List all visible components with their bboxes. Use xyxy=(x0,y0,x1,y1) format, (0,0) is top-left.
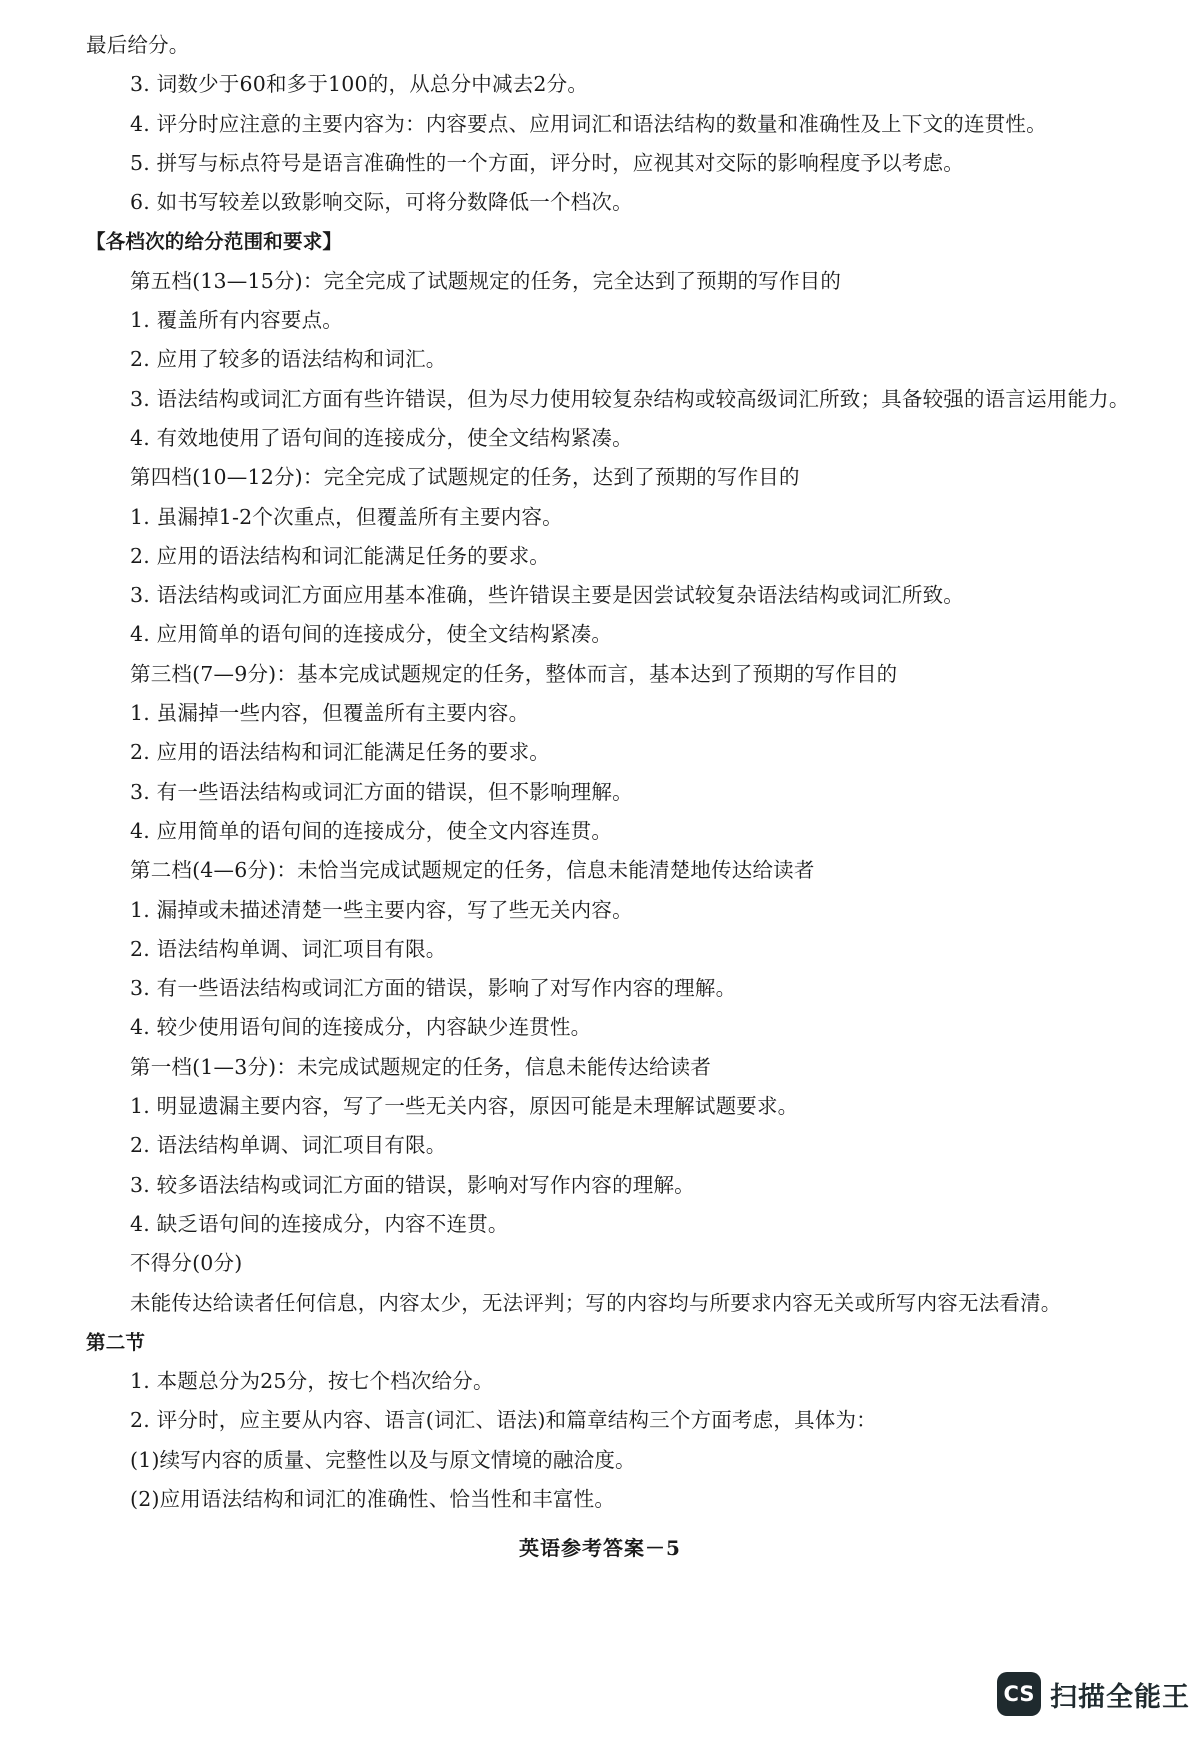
text-line: 最后给分。 xyxy=(86,33,190,57)
text-line: 未能传达给读者任何信息，内容太少，无法评判；写的内容均与所要求内容无关或所写内容无法看清。 xyxy=(130,1290,1062,1315)
text-line: 2. 应用的语法结构和词汇能满足任务的要求。 xyxy=(130,543,550,568)
text-line: 3. 较多语法结构或词汇方面的错误，影响对写作内容的理解。 xyxy=(130,1172,695,1197)
text-line: 4. 评分时应注意的主要内容为：内容要点、应用词汇和语法结构的数量和准确性及上下文的连贯性。 xyxy=(130,111,1047,136)
text-line: 3. 词数少于60和多于100的，从总分中减去2分。 xyxy=(130,72,589,97)
text-line: 6. 如书写较差以致影响交际，可将分数降低一个档次。 xyxy=(130,190,633,215)
document-body xyxy=(0,26,1200,1519)
text-line: 4. 应用简单的语句间的连接成分，使全文内容连贯。 xyxy=(130,818,613,843)
text-line: 1. 明显遗漏主要内容，写了一些无关内容，原因可能是未理解试题要求。 xyxy=(130,1094,799,1119)
text-line: 3. 有一些语法结构或词汇方面的错误，影响了对写作内容的理解。 xyxy=(130,976,737,1001)
text-line: 4. 应用简单的语句间的连接成分，使全文结构紧凑。 xyxy=(130,622,613,647)
text-line: 3. 语法结构或词汇方面应用基本准确，些许错误主要是因尝试较复杂语法结构或词汇所致。 xyxy=(130,583,964,608)
text-line: 3. 语法结构或词汇方面有些许错误，但为尽力使用较复杂结构或较高级词汇所致；具备较强的语言运用能力。 xyxy=(130,386,1130,411)
text-line: (2)应用语法结构和词汇的准确性、恰当性和丰富性。 xyxy=(130,1486,616,1511)
page-footer: 英语参考答案－5 xyxy=(519,1536,681,1560)
text-line: 第一档(1—3分)：未完成试题规定的任务，信息未能传达给读者 xyxy=(130,1054,712,1079)
text-line: 2. 语法结构单调、词汇项目有限。 xyxy=(130,936,447,961)
text-line: 4. 较少使用语句间的连接成分，内容缺少连贯性。 xyxy=(130,1015,592,1040)
section-heading: 【各档次的给分范围和要求】 xyxy=(86,230,343,254)
text-line: 3. 有一些语法结构或词汇方面的错误，但不影响理解。 xyxy=(130,779,633,804)
text-line: 2. 语法结构单调、词汇项目有限。 xyxy=(130,1133,447,1158)
watermark-app-name: 扫描全能王 xyxy=(1050,1681,1190,1713)
section-heading: 第二节 xyxy=(86,1330,146,1354)
text-line: 4. 有效地使用了语句间的连接成分，使全文结构紧凑。 xyxy=(130,425,633,450)
text-line: 1. 虽漏掉1-2个次重点，但覆盖所有主要内容。 xyxy=(130,504,563,529)
scanner-watermark xyxy=(997,1670,1190,1718)
text-line: (1)续写内容的质量、完整性以及与原文情境的融洽度。 xyxy=(130,1447,636,1472)
text-line: 2. 应用的语法结构和词汇能满足任务的要求。 xyxy=(130,740,550,765)
text-line: 第四档(10—12分)：完全完成了试题规定的任务，达到了预期的写作目的 xyxy=(130,465,800,490)
text-line: 第三档(7—9分)：基本完成试题规定的任务，整体而言，基本达到了预期的写作目的 xyxy=(130,661,898,686)
text-line: 不得分(0分) xyxy=(130,1251,243,1276)
text-line: 2. 评分时，应主要从内容、语言(词汇、语法)和篇章结构三个方面考虑，具体为： xyxy=(130,1408,877,1433)
text-line: 第五档(13—15分)：完全完成了试题规定的任务，完全达到了预期的写作目的 xyxy=(130,268,842,293)
text-line: 5. 拼写与标点符号是语言准确性的一个方面，评分时，应视其对交际的影响程度予以考虑。 xyxy=(130,150,964,175)
text-line: 2. 应用了较多的语法结构和词汇。 xyxy=(130,347,447,372)
text-line: 1. 漏掉或未描述清楚一些主要内容，写了些无关内容。 xyxy=(130,897,633,922)
text-line: 第二档(4—6分)：未恰当完成试题规定的任务，信息未能清楚地传达给读者 xyxy=(130,858,815,883)
camscanner-logo-icon: CS xyxy=(997,1672,1041,1716)
text-line: 1. 覆盖所有内容要点。 xyxy=(130,308,343,333)
text-line: 4. 缺乏语句间的连接成分，内容不连贯。 xyxy=(130,1211,509,1236)
text-line: 1. 本题总分为25分，按七个档次给分。 xyxy=(130,1369,494,1394)
text-line: 1. 虽漏掉一些内容，但覆盖所有主要内容。 xyxy=(130,701,530,726)
